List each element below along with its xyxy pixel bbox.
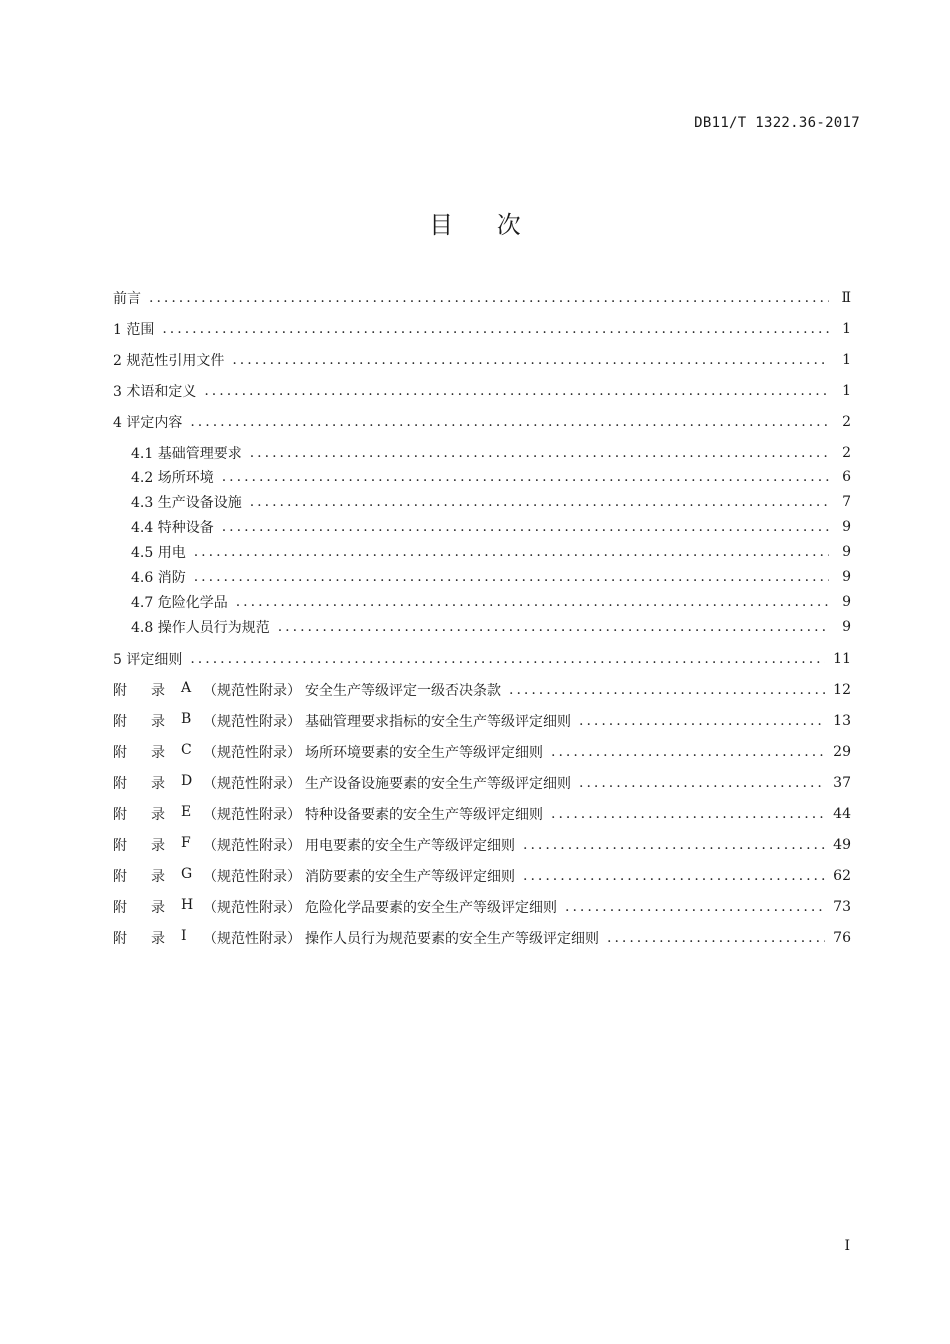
toc-annex-f[interactable] [113, 834, 851, 856]
annex-letter: G [181, 866, 193, 882]
toc-entry-label: 前言 [113, 291, 141, 307]
toc-entry-4-8[interactable] [131, 616, 851, 638]
toc-page-number: 9 [842, 569, 851, 585]
toc-entry-4-6[interactable] [131, 566, 851, 588]
annex-kind: （规范性附录） [203, 714, 301, 730]
annex-heading [113, 928, 305, 948]
annex-word-lu: 录 [151, 807, 165, 823]
toc-entry-label: 3 术语和定义 [113, 384, 197, 400]
toc-page-number: 2 [842, 414, 851, 430]
annex-kind: （规范性附录） [203, 838, 301, 854]
annex-kind: （规范性附录） [203, 900, 301, 916]
toc-dot-leader [607, 930, 825, 946]
annex-kind: （规范性附录） [203, 683, 301, 699]
toc-page-number: 11 [833, 651, 851, 667]
toc-entry-label: 4.4 特种设备 [131, 520, 214, 536]
toc-dot-leader [204, 383, 829, 399]
toc-entry-label: 4.2 场所环境 [131, 470, 214, 486]
toc-page-number: 6 [842, 469, 851, 485]
toc-page-number: 73 [833, 899, 851, 915]
annex-kind: （规范性附录） [203, 807, 301, 823]
annex-kind: （规范性附录） [203, 869, 301, 885]
annex-word-fu: 附 [113, 807, 127, 823]
annex-letter: E [181, 804, 192, 820]
annex-letter: F [181, 835, 191, 851]
toc-entry-label: 5 评定细则 [113, 652, 183, 668]
toc-dot-leader [236, 594, 829, 610]
annex-word-fu: 附 [113, 931, 127, 947]
annex-word-fu: 附 [113, 714, 127, 730]
annex-letter: C [181, 742, 192, 758]
toc-entry-4-2[interactable] [131, 466, 851, 488]
toc-page-number: Ⅱ [841, 290, 851, 306]
annex-heading [113, 680, 305, 700]
toc-entry-evaluation-content[interactable] [113, 411, 851, 433]
toc-dot-leader [222, 519, 829, 535]
annex-title: 生产设备设施要素的安全生产等级评定细则 [305, 776, 571, 792]
annex-heading [113, 742, 305, 762]
annex-title: 特种设备要素的安全生产等级评定细则 [305, 807, 543, 823]
toc-dot-leader [250, 445, 829, 461]
annex-letter: A [181, 680, 192, 696]
annex-word-lu: 录 [151, 776, 165, 792]
annex-kind: （规范性附录） [203, 745, 301, 761]
toc-page-number: 37 [833, 775, 851, 791]
toc-entry-foreword[interactable] [113, 287, 851, 309]
toc-dot-leader [523, 868, 825, 884]
annex-letter: D [181, 773, 193, 789]
toc-dot-leader [194, 544, 829, 560]
toc-dot-leader [162, 321, 829, 337]
toc-page-number: 49 [833, 837, 851, 853]
annex-word-lu: 录 [151, 931, 165, 947]
toc-entry-label: 2 规范性引用文件 [113, 353, 225, 369]
toc-page-number: 76 [833, 930, 851, 946]
annex-word-lu: 录 [151, 714, 165, 730]
toc-annex-i[interactable] [113, 927, 851, 949]
annex-word-fu: 附 [113, 745, 127, 761]
toc-entry-scope[interactable] [113, 318, 851, 340]
toc-page-number: 9 [842, 519, 851, 535]
toc-page-number: 9 [842, 594, 851, 610]
annex-word-lu: 录 [151, 838, 165, 854]
annex-word-fu: 附 [113, 776, 127, 792]
annex-heading [113, 711, 305, 731]
toc-dot-leader [565, 899, 825, 915]
annex-word-lu: 录 [151, 745, 165, 761]
annex-kind: （规范性附录） [203, 931, 301, 947]
toc-entry-label: 4.5 用电 [131, 545, 186, 561]
annex-word-fu: 附 [113, 838, 127, 854]
toc-entry-label: 4.1 基础管理要求 [131, 446, 242, 462]
toc-page-number: 1 [842, 321, 851, 337]
toc-entry-label: 4 评定内容 [113, 415, 183, 431]
toc-entry-normative-references[interactable] [113, 349, 851, 371]
annex-letter: B [181, 711, 192, 727]
annex-heading [113, 866, 305, 886]
toc-page-number: 44 [833, 806, 851, 822]
toc-entry-label: 1 范围 [113, 322, 155, 338]
annex-heading [113, 897, 305, 917]
toc-page-number: 1 [842, 352, 851, 368]
toc-dot-leader [232, 352, 829, 368]
annex-word-fu: 附 [113, 900, 127, 916]
annex-title: 基础管理要求指标的安全生产等级评定细则 [305, 714, 571, 730]
annex-word-lu: 录 [151, 900, 165, 916]
toc-dot-leader [190, 414, 829, 430]
annex-heading [113, 835, 305, 855]
toc-dot-leader [579, 775, 825, 791]
toc-annex-b[interactable] [113, 710, 851, 732]
annex-word-fu: 附 [113, 869, 127, 885]
annex-title: 操作人员行为规范要素的安全生产等级评定细则 [305, 931, 599, 947]
toc-dot-leader [579, 713, 825, 729]
toc-dot-leader [190, 651, 825, 667]
toc-dot-leader [250, 494, 829, 510]
toc-page-number: 9 [842, 544, 851, 560]
toc-dot-leader [523, 837, 825, 853]
annex-title: 危险化学品要素的安全生产等级评定细则 [305, 900, 557, 916]
annex-word-fu: 附 [113, 683, 127, 699]
toc-dot-leader [194, 569, 829, 585]
toc-page-number: 62 [833, 868, 851, 884]
toc-dot-leader [222, 469, 829, 485]
document-code: DB11/T 1322.36-2017 [694, 115, 860, 131]
toc-dot-leader [551, 806, 825, 822]
annex-title: 场所环境要素的安全生产等级评定细则 [305, 745, 543, 761]
toc-dot-leader [551, 744, 825, 760]
toc-page-number: 7 [842, 494, 851, 510]
toc-dot-leader [278, 619, 829, 635]
annex-title: 用电要素的安全生产等级评定细则 [305, 838, 515, 854]
toc-page-number: 2 [842, 445, 851, 461]
toc-annex-a[interactable] [113, 679, 851, 701]
toc-annex-d[interactable] [113, 772, 851, 794]
annex-letter: H [181, 897, 194, 913]
toc-page-number: 29 [833, 744, 851, 760]
page-number: I [844, 1238, 850, 1254]
toc-entry-4-3[interactable] [131, 491, 851, 513]
annex-word-lu: 录 [151, 869, 165, 885]
toc-annex-e[interactable] [113, 803, 851, 825]
toc-dot-leader [149, 290, 829, 306]
toc-entry-label: 4.7 危险化学品 [131, 595, 228, 611]
annex-title: 安全生产等级评定一级否决条款 [305, 683, 501, 699]
toc-annex-h[interactable] [113, 896, 851, 918]
toc-entry-label: 4.6 消防 [131, 570, 186, 586]
toc-dot-leader [509, 682, 825, 698]
annex-title: 消防要素的安全生产等级评定细则 [305, 869, 515, 885]
toc-entry-evaluation-rules[interactable] [113, 648, 851, 670]
toc-entry-4-7[interactable] [131, 591, 851, 613]
toc-page-number: 1 [842, 383, 851, 399]
page-title: 目 次 [429, 211, 539, 239]
annex-heading [113, 804, 305, 824]
toc-entry-4-4[interactable] [131, 516, 851, 538]
toc-entry-label: 4.3 生产设备设施 [131, 495, 242, 511]
annex-heading [113, 773, 305, 793]
toc-annex-c[interactable] [113, 741, 851, 763]
toc-page-number: 9 [842, 619, 851, 635]
toc-entry-4-5[interactable] [131, 541, 851, 563]
toc-entry-label: 4.8 操作人员行为规范 [131, 620, 270, 636]
toc-entry-4-1[interactable] [131, 442, 851, 464]
toc-annex-g[interactable] [113, 865, 851, 887]
annex-word-lu: 录 [151, 683, 165, 699]
annex-letter: I [181, 928, 187, 944]
toc-page-number: 12 [833, 682, 851, 698]
annex-kind: （规范性附录） [203, 776, 301, 792]
toc-entry-terms[interactable] [113, 380, 851, 402]
toc-page-number: 13 [833, 713, 851, 729]
